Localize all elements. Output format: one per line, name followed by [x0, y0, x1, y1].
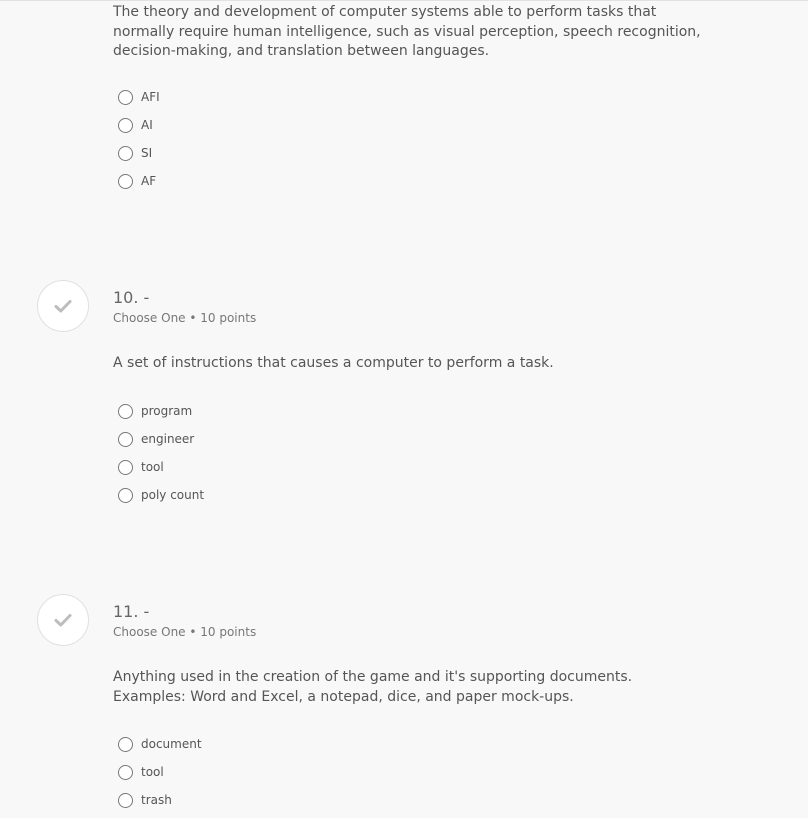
option-program[interactable] — [117, 397, 204, 425]
option-tool[interactable] — [117, 758, 202, 786]
question-11-status-circle — [37, 594, 89, 646]
question-11-number: 11. - — [113, 602, 150, 621]
question-10-text: A set of instructions that causes a computer to perform a task. — [113, 355, 554, 371]
option-label: tool — [141, 765, 164, 779]
option-label: program — [141, 404, 193, 418]
radio-button[interactable] — [117, 403, 133, 419]
option-label: SI — [141, 146, 153, 160]
radio-button[interactable] — [117, 89, 133, 105]
option-label: AF — [141, 174, 157, 188]
option-label: poly count — [141, 488, 205, 502]
question-10-status-circle — [37, 280, 89, 332]
radio-button[interactable] — [117, 792, 133, 808]
question-11-text: Anything used in the creation of the game and it's supporting documents. Examples: Word and Excel, a notepad, dice, and paper mock-ups. — [113, 669, 633, 705]
option-label: tool — [141, 460, 164, 474]
question-11-options — [117, 730, 202, 814]
option-poly-count[interactable] — [117, 481, 204, 509]
checkmark-icon — [54, 299, 72, 313]
option-tool[interactable] — [117, 453, 204, 481]
radio-button[interactable] — [117, 736, 133, 752]
question-9-text: The theory and development of computer systems able to perform tasks that normally require human intelligence, such as visual perception, speech recognition, decision-making, and translation between languages. — [113, 4, 701, 59]
option-label: AFI — [141, 90, 160, 104]
radio-button[interactable] — [117, 764, 133, 780]
top-divider — [0, 0, 808, 1]
question-11-meta: Choose One • 10 points — [113, 625, 257, 639]
option-af[interactable] — [117, 167, 160, 195]
question-9-options — [117, 83, 160, 195]
radio-button[interactable] — [117, 145, 133, 161]
option-label: document — [141, 737, 202, 751]
radio-button[interactable] — [117, 487, 133, 503]
option-ai[interactable] — [117, 111, 160, 139]
question-10-options — [117, 397, 204, 509]
option-trash[interactable] — [117, 786, 202, 814]
option-si[interactable] — [117, 139, 160, 167]
radio-button[interactable] — [117, 173, 133, 189]
option-label: trash — [141, 793, 172, 807]
radio-button[interactable] — [117, 459, 133, 475]
option-engineer[interactable] — [117, 425, 204, 453]
question-10-meta: Choose One • 10 points — [113, 311, 257, 325]
option-label: AI — [141, 118, 153, 132]
radio-button[interactable] — [117, 117, 133, 133]
option-afi[interactable] — [117, 83, 160, 111]
checkmark-icon — [54, 613, 72, 627]
radio-button[interactable] — [117, 431, 133, 447]
question-10-number: 10. - — [113, 288, 150, 307]
option-document[interactable] — [117, 730, 202, 758]
option-label: engineer — [141, 432, 195, 446]
